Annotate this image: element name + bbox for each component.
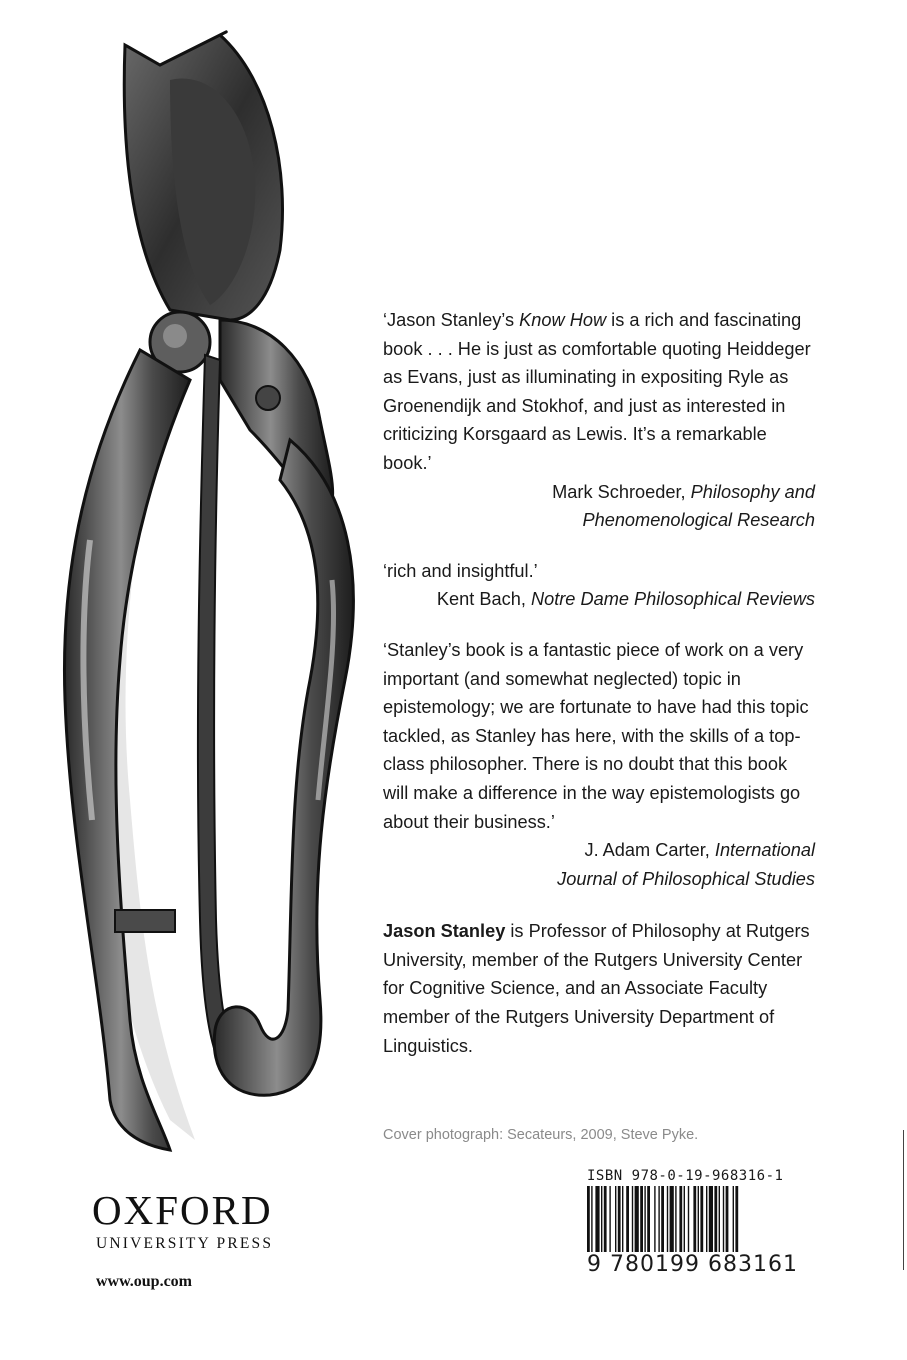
barcode-bar [658,1186,659,1252]
publisher-logo: OXFORD [92,1187,273,1233]
quote-1-attribution: Mark Schroeder, Philosophy and Phenomenological Research [552,481,815,531]
barcode-bar [706,1186,707,1252]
barcode-bar [719,1186,720,1252]
barcode-bar [675,1186,676,1252]
barcode-bar [733,1186,734,1252]
barcode-bar [670,1186,674,1252]
barcode-bar [595,1186,599,1252]
barcode-bar [601,1186,602,1252]
author-name: Jason Stanley [383,921,506,942]
barcode-bar [587,1186,590,1262]
quote-3-text: ‘Stanley’s book is a fantastic piece of work on a very important (and somewhat neglected) topic in epistemology; we are fortunate to have had this topic tackled, as Stanley has here, with the skills of a top-class philosopher. There is no doubt that this book will make a difference in the way epistemologists go about their business.’ [383,639,809,832]
barcode-bar [684,1186,685,1252]
barcode-bar [640,1186,643,1252]
barcode-bar [609,1186,610,1252]
publisher-subtitle: UNIVERSITY PRESS [96,1235,274,1252]
barcode-bar [626,1186,629,1252]
barcode-bar [667,1186,668,1252]
text-column [383,306,815,1060]
isbn-text: ISBN 978-0-19-968316-1 [587,1168,784,1184]
barcode-bar [693,1186,696,1252]
barcode-bar [688,1186,689,1252]
publisher-url[interactable]: www.oup.com [96,1273,193,1290]
barcode-bar [654,1186,655,1252]
quote-3-attribution: J. Adam Carter, International Journal of Philosophical Studies [557,840,815,889]
review-quote-2 [383,557,815,614]
barcode-bar [644,1186,645,1252]
barcode-bar [709,1186,713,1252]
secateurs-photo [20,20,380,1180]
barcode-bar [622,1186,623,1252]
quote-1-text: ‘Jason Stanley’s Know How is a rich and fascinating book . . . He is just as comfortable quoting Heiddeger as Evans, just as illuminating in expositing Ryle as Groenendijk and Stokhof, and just as interested in criticizing Korsgaard as Lewis. It’s a remarkable book.’ [383,310,811,473]
barcode-bar [723,1186,724,1252]
barcode-bar [615,1186,616,1252]
barcode-bar [661,1186,664,1262]
book-title: Know How [519,310,607,330]
cover-credit: Cover photograph: Secateurs, 2009, Steve Pyke. [383,1127,699,1143]
barcode-bar [632,1186,633,1252]
barcode-bar [604,1186,607,1252]
barcode-bar [698,1186,699,1252]
barcode-bar [635,1186,639,1252]
barcode-bar [714,1186,717,1252]
barcode-bar [618,1186,621,1252]
review-quote-3 [383,636,815,893]
barcode-bar [591,1186,592,1262]
trim-line [903,1130,904,1270]
barcode-bar [679,1186,682,1252]
barcode-bar [726,1186,729,1252]
quote-2-attribution: Kent Bach, Notre Dame Philosophical Reviews [436,589,815,610]
barcode [583,1186,801,1262]
barcode-bar [735,1186,738,1262]
quote-2-text: ‘rich and insightful.’ [383,560,538,581]
author-bio: Jason Stanley is Professor of Philosophy at Rutgers University, member of the Rutgers University Center for Cognitive Science, and an Associate Faculty member of the Rutgers University Department of Linguistics. [383,921,810,1056]
barcode-bar [647,1186,650,1252]
barcode-bar [700,1186,703,1252]
barcode-digits: 9 780199 683161 [587,1252,798,1277]
review-quote-1 [383,306,815,535]
